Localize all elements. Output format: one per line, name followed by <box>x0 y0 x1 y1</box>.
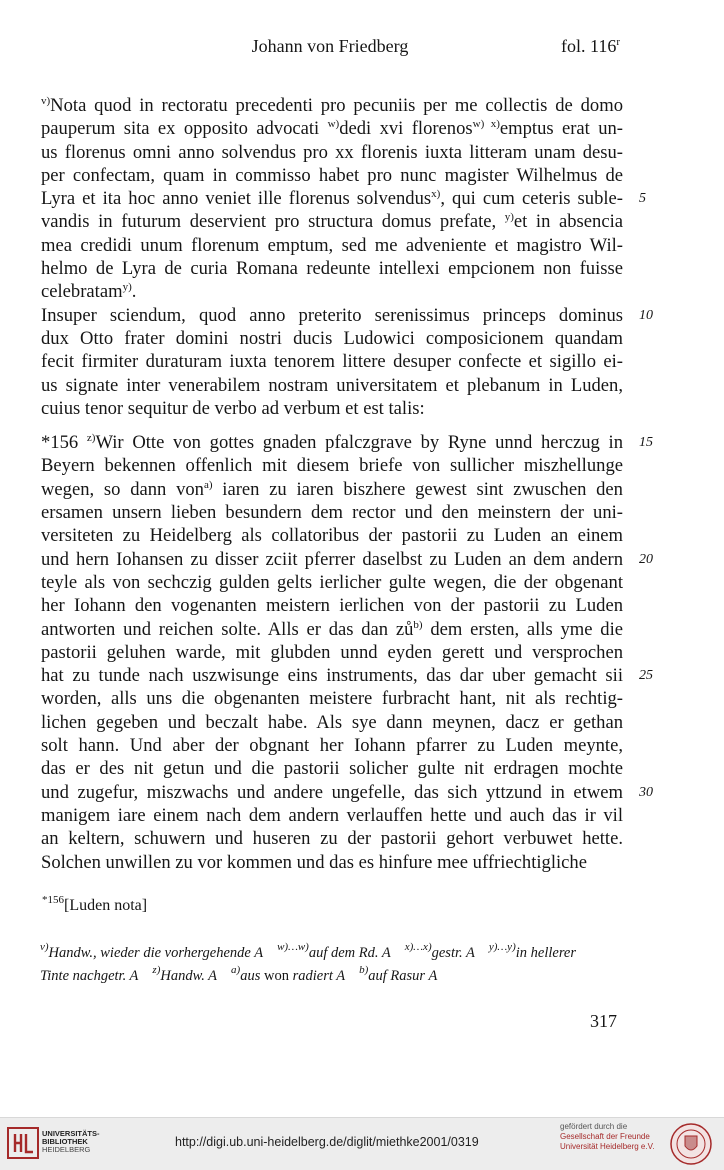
text-line <box>41 851 623 874</box>
apparatus-marker: z) <box>152 964 161 976</box>
text-line <box>41 280 623 303</box>
text-line <box>41 501 623 524</box>
text-segment: vandis in futurum deservient pro structura domus prefate, <box>41 211 505 233</box>
text-line <box>41 397 623 420</box>
text-line <box>41 664 653 687</box>
text-segment: solt hann. Und aber der obgnant her Iohann pfarrer zu Luden meynte, <box>41 735 623 757</box>
text-segment: radiert A <box>288 968 346 984</box>
text-segment: Solchen unwillen zu vor kommen und das es hinfure mee uffriechtigliche <box>41 851 587 873</box>
text-segment: und hern Iohansen zu disser zciit pferrer daselbst zu Luden an dem andern <box>41 548 623 570</box>
university-seal-icon <box>666 1122 716 1166</box>
apparatus-marker: x)…x) <box>404 941 432 953</box>
text-segment: hat zu tunde nach uszwisunge eins instruments, das dar uber gemacht sii <box>41 665 623 687</box>
footnote-reference: $^{*156}$[Luden nota] <box>42 894 148 914</box>
text-segment: Tinte nachgetr. A <box>40 968 139 984</box>
text-segment: iaren zu iaren biszhere gewest sint zwuschen den <box>212 478 623 500</box>
text-line <box>41 478 623 501</box>
text-segment: celebratam <box>41 281 123 303</box>
text-line <box>41 164 623 187</box>
text-segment: Wir Otte von gottes gnaden pfalczgrave by Ryne unnd herczug in <box>95 432 624 454</box>
apparatus-marker: y)…y) <box>488 941 516 953</box>
text-segment: antworten und reichen solte. Alls er das dan zů <box>41 618 414 640</box>
text-line <box>41 374 623 397</box>
text-segment: helmo de Lyra de curia Romana redeunte intellexi empcionem non fuisse <box>41 258 623 280</box>
apparatus-marker: x) <box>431 188 441 201</box>
text-line <box>41 804 623 827</box>
apparatus-marker: y) <box>504 211 514 224</box>
critical-apparatus <box>40 942 624 988</box>
text-segment: auf dem Rd. A <box>308 945 391 961</box>
text-segment: dux Otto frater domini nostri ducis Ludowici composicionem quandam <box>41 327 623 349</box>
apparatus-marker: b) <box>413 618 423 631</box>
text-segment: versiteten zu Heidelberg als collatoribus der pastorii zu Luden an einem <box>41 525 623 547</box>
apparatus-marker: v) <box>41 95 51 107</box>
text-segment: fecit firmiter duraturam iuxta tenorem littere desuper confecte et sigillo ei- <box>41 351 623 373</box>
text-line <box>41 827 623 850</box>
text-segment: her Iohann den vogenanten meistern ierlichen von der pastorii zu Luden <box>41 595 623 617</box>
line-number: 15 <box>639 435 653 451</box>
text-line <box>41 94 623 117</box>
paragraph-insuper <box>41 304 653 420</box>
text-segment: emptus erat un- <box>499 118 623 140</box>
apparatus-marker: a) <box>231 964 241 976</box>
sponsor-text: gefördert durch die Gesellschaft der Freunde Universität Heidelberg e.V. <box>560 1122 655 1151</box>
text-line <box>41 350 623 373</box>
text-line <box>41 117 623 140</box>
text-segment: wegen, so dann von <box>41 478 204 500</box>
text-segment: pastorii geluhen warde, mit glubden unnd eyden gerett und versprochen <box>41 641 623 663</box>
text-segment: et in absencia <box>513 211 623 233</box>
apparatus-marker: w) <box>327 118 340 131</box>
text-segment: dem ersten, alls yme die <box>422 618 623 640</box>
apparatus-marker: w)…w) <box>277 941 309 953</box>
text-line <box>41 304 653 327</box>
text-segment: Handw., wieder die vorhergehende A <box>48 945 264 961</box>
apparatus-marker: v) <box>40 941 49 953</box>
running-header <box>40 36 620 62</box>
text-segment: gestr. A <box>431 945 475 961</box>
text-segment: das er des nit getun und die pastorii solicher gulte nit erdragen mochte <box>41 758 623 780</box>
line-number: 5 <box>639 191 646 207</box>
apparatus-marker: a) <box>203 478 213 491</box>
running-title: Johann von Friedberg <box>251 36 409 56</box>
text-segment: dedi xvi florenos <box>339 118 473 140</box>
text-segment: Lyra et ita hoc anno veniet ille florenus solvendus <box>41 188 432 210</box>
digitization-footer <box>0 1117 724 1170</box>
text-line <box>41 711 623 734</box>
text-segment: won <box>264 968 289 984</box>
apparatus-marker: y) <box>122 281 132 294</box>
page-number: 317 <box>590 1011 617 1031</box>
text-line <box>41 781 653 804</box>
text-line <box>41 641 623 664</box>
text-segment: us florenus omni anno solvendus pro xx florenis iuxta litteram unam desu- <box>41 141 623 163</box>
text-segment: pauperum sita ex opposito advocati <box>41 118 328 140</box>
text-segment: us signate inter venerabilem nostram universitatem et plebanum in Luden, <box>41 374 623 396</box>
text-segment: in hellerer <box>515 945 576 961</box>
apparatus-marker: b) <box>359 964 369 976</box>
text-segment: ersamen unsern lieben besundern dem rector und den meinstern der uni- <box>41 502 623 524</box>
library-name: UNIVERSITÄTS- BIBLIOTHEK HEIDELBERG <box>42 1129 100 1154</box>
line-number: 20 <box>639 551 653 567</box>
paragraph-charter <box>41 431 653 874</box>
text-line <box>41 234 623 257</box>
paragraph-nota <box>41 94 646 304</box>
text-segment: Insuper sciendum, quod anno preterito serenissimus princeps dominus <box>41 304 623 326</box>
text-segment: Nota quod in rectoratu precedenti pro pecuniis per me collectis de domo <box>50 95 623 116</box>
text-segment: an keltern, schuwern und huseren zu der pastorii gehort verbuwet hette. <box>41 828 623 850</box>
text-segment: Beyern bekennen offenlich mit diesem briefe von sullicher miszhellunge <box>41 455 623 477</box>
text-line <box>41 257 623 280</box>
text-line <box>41 594 623 617</box>
library-logo-icon <box>6 1126 40 1160</box>
folio-label: fol. 116$^r$ <box>561 36 620 56</box>
text-segment: . <box>131 281 137 303</box>
text-segment: *156 <box>41 432 87 454</box>
text-line <box>41 757 623 780</box>
text-line <box>41 141 623 164</box>
permalink-url[interactable]: http://digi.ub.uni-heidelberg.de/diglit/miethke2001/0319 <box>175 1135 479 1149</box>
text-segment: lichen gegeben und beczalt habe. Als sye dann meynen, dacz er gethan <box>41 711 623 733</box>
text-segment: und zugefur, miszwachs und andere ungefelle, das sich yttzund in etwem <box>41 781 623 803</box>
line-number: 30 <box>639 784 653 800</box>
apparatus-marker: z) <box>86 432 96 445</box>
text-line <box>41 618 623 641</box>
text-segment: auf Rasur A <box>368 968 438 984</box>
text-line <box>41 571 623 594</box>
text-line <box>41 548 653 571</box>
line-number: 10 <box>639 307 653 323</box>
text-line <box>41 524 623 547</box>
text-segment: per confectam, quam in commisso habet pro nunc magister Wilhelmus de <box>41 164 623 186</box>
text-line <box>41 187 646 210</box>
apparatus-marker: w) x) <box>472 118 500 131</box>
text-line <box>41 431 653 454</box>
text-segment: mea credidi unum florenum emptum, sed me adveniente et magistro Wil- <box>41 234 623 256</box>
apparatus-line-2 <box>40 965 624 988</box>
text-segment: manigem iare einem nach dem andern verlauffen hette und auch das ir vil <box>41 804 623 826</box>
text-segment: worden, alls uns die obgenanten meistere furbracht hant, nit als rechtig- <box>41 688 623 710</box>
text-segment: Handw. A <box>160 968 218 984</box>
text-line <box>41 734 623 757</box>
text-segment: , qui cum ceteris suble- <box>440 188 623 210</box>
text-line <box>41 687 623 710</box>
text-line <box>41 327 623 350</box>
text-line <box>41 210 623 233</box>
line-number: 25 <box>639 668 653 684</box>
text-segment: aus <box>240 968 264 984</box>
text-segment: teyle als von sechczig gulden gelts ierlicher gulte wegen, die der obgenant <box>41 571 623 593</box>
text-segment: cuius tenor sequitur de verbo ad verbum et est talis: <box>41 397 425 419</box>
text-line <box>41 454 623 477</box>
apparatus-line-1 <box>40 942 624 965</box>
main-text <box>41 94 653 874</box>
